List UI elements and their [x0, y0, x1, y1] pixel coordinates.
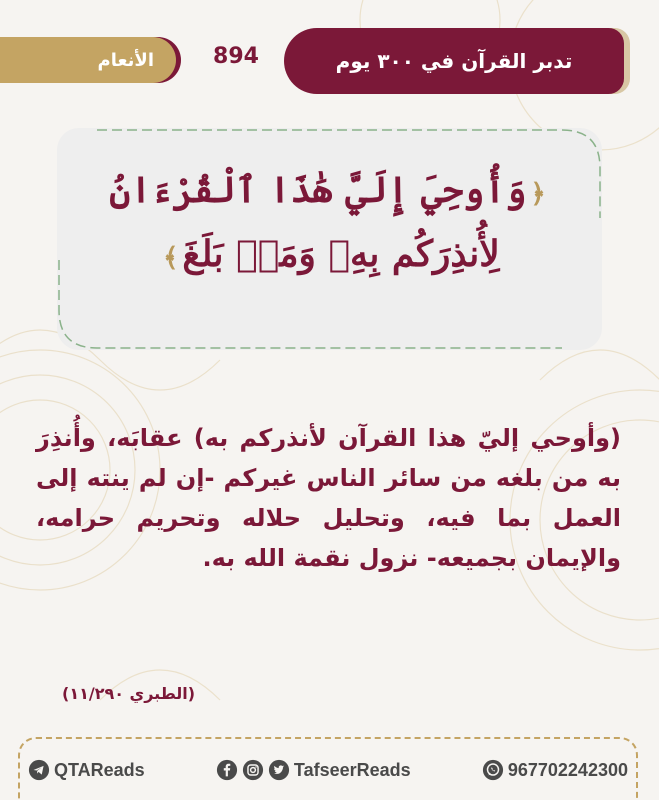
twitter-icon [268, 759, 290, 781]
tafsir-text: (وأوحي إليّ هذا القرآن لأنذركم به) عقابَه، وأُنذِرَ به من بلغه من سائر الناس غيركم -إن لم ينته إلى العمل بما فيه، وتحليل حلاله وتحريم حرامه، والإيمان بجميعه- نزول نقمة الله به. [36, 424, 621, 572]
footer-contacts [28, 756, 628, 784]
verse-line-1-text: وَأُوحِيَ إِلَيَّ هَٰذَا ٱلْقُرْءَانُ [109, 169, 527, 211]
whatsapp-number: 967702242300 [507, 759, 628, 780]
verse-text [57, 160, 602, 288]
verse-open-mark: ﴿ [530, 179, 546, 209]
whatsapp-contact[interactable] [482, 759, 628, 781]
header-title-pill [284, 28, 624, 94]
surah-name-pill [0, 37, 176, 83]
surah-name: الأنعام [97, 49, 154, 71]
page-number: 894 [213, 44, 259, 69]
telegram-contact[interactable] [28, 759, 145, 781]
header-title: تدبر القرآن في ٣٠٠ يوم [335, 49, 573, 73]
facebook-icon [216, 759, 238, 781]
social-contact[interactable] [216, 759, 411, 781]
telegram-icon [28, 759, 50, 781]
instagram-icon [242, 759, 264, 781]
tafsir-source: (الطبري ١١/٢٩٠) [62, 684, 196, 703]
whatsapp-icon [482, 759, 504, 781]
telegram-handle: QTAReads [54, 759, 145, 780]
verse-line-2-text: لِأُنذِرَكُم بِهِۦ وَمَنۢ بَلَغَ [182, 233, 500, 275]
verse-close-mark: ﴾ [163, 243, 179, 273]
social-handle: TafseerReads [293, 759, 411, 780]
verse-line-1 [57, 160, 602, 224]
verse-line-2 [57, 224, 602, 288]
